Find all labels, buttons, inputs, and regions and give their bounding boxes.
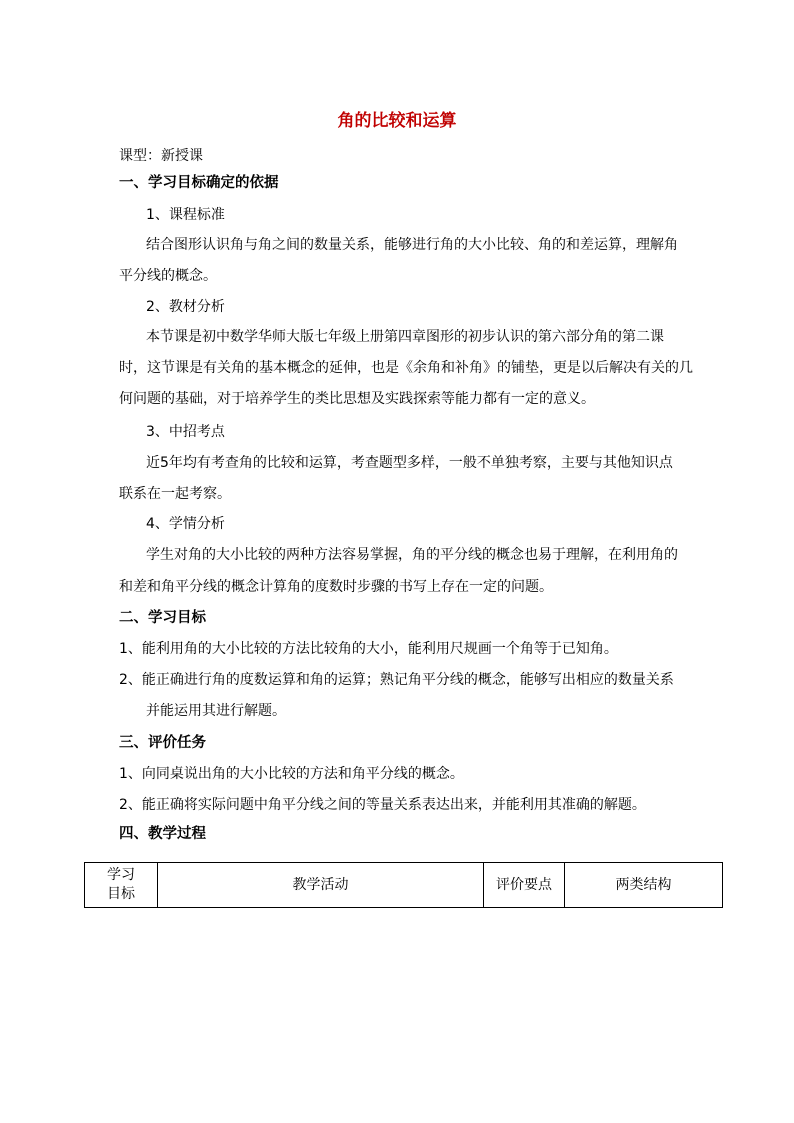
section-heading-1: 一、学习目标确定的依据 [119, 175, 279, 191]
paragraph-line: 结合图形认识角与角之间的数量关系，能够进行角的大小比较、角的和差运算，理解角 [146, 237, 678, 253]
subsection-heading: 1、课程标准 [146, 207, 225, 223]
course-type: 课型：新授课 [119, 148, 203, 164]
table-header-row [85, 863, 723, 908]
paragraph-line: 本节课是初中数学华师大版七年级上册第四章图形的初步认识的第六部分角的第二课 [146, 329, 664, 345]
page-title: 角的比较和运算 [337, 111, 457, 131]
paragraph-line: 时，这节课是有关角的基本概念的延伸，也是《余角和补角》的铺垫，更是以后解决有关的几 [119, 360, 693, 376]
header-cell-evaluation: 评价要点 [484, 863, 565, 908]
teaching-process-table [84, 862, 723, 908]
paragraph-line: 联系在一起考察。 [119, 486, 231, 502]
task-item: 1、向同桌说出角的大小比较的方法和角平分线的概念。 [119, 766, 464, 782]
header-cell-structure: 两类结构 [565, 863, 723, 908]
paragraph-line: 何问题的基础，对于培养学生的类比思想及实践探索等能力都有一定的意义。 [119, 391, 595, 407]
subsection-heading: 3、中招考点 [146, 424, 225, 440]
goal-item: 2、能正确进行角的度数运算和角的运算；熟记角平分线的概念，能够写出相应的数量关系 [119, 672, 674, 688]
subsection-heading: 4、学情分析 [146, 516, 225, 532]
subsection-heading: 2、教材分析 [146, 299, 225, 315]
paragraph-line: 平分线的概念。 [119, 268, 217, 284]
paragraph-line: 近5年均有考查角的比较和运算，考查题型多样，一般不单独考察，主要与其他知识点 [146, 455, 673, 471]
goal-item-continuation: 并能运用其进行解题。 [146, 703, 286, 719]
header-cell-goal: 学习 目标 [85, 863, 158, 908]
section-heading-4: 四、教学过程 [119, 826, 206, 842]
section-heading-2: 二、学习目标 [119, 610, 206, 626]
task-item: 2、能正确将实际问题中角平分线之间的等量关系表达出来，并能利用其准确的解题。 [119, 797, 646, 813]
paragraph-line: 学生对角的大小比较的两种方法容易掌握，角的平分线的概念也易于理解，在利用角的 [146, 547, 678, 563]
section-heading-3: 三、评价任务 [119, 735, 206, 751]
header-cell-activity: 教学活动 [158, 863, 484, 908]
goal-item: 1、能利用角的大小比较的方法比较角的大小，能利用尺规画一个角等于已知角。 [119, 641, 618, 657]
paragraph-line: 和差和角平分线的概念计算角的度数时步骤的书写上存在一定的问题。 [119, 579, 553, 595]
